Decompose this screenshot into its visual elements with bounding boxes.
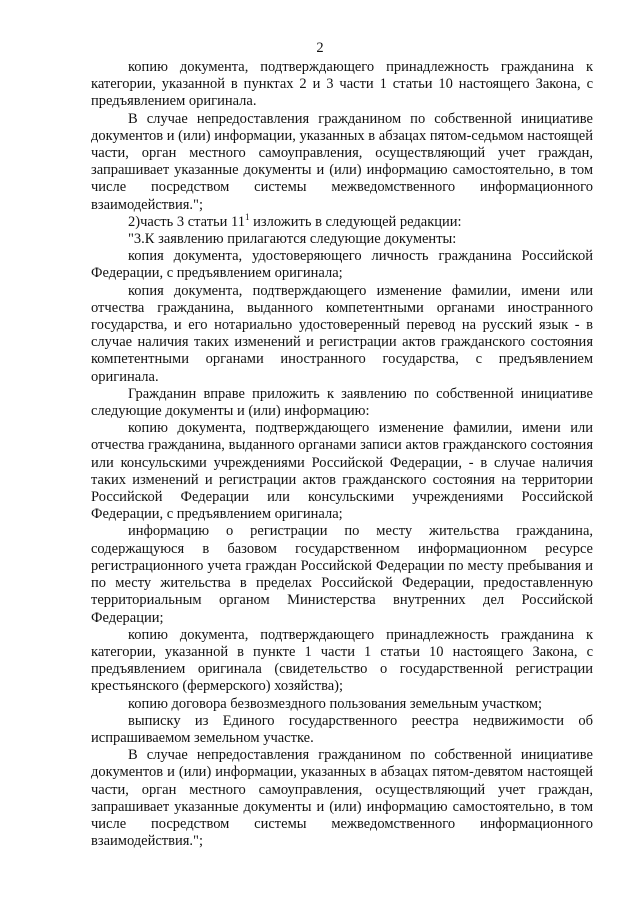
paragraph-11: копию договора безвозмездного пользования земельным участком; [128, 695, 543, 712]
paragraph-8: копию документа, подтверждающего изменение фамилии, имени или отчества гражданина, выданного органами записи актов гражданского состояния или консульскими учреждениями Российской Федерации, - в случае наличия таких изменений и регистрации актов гражданского состояния на территории Российской Федерации или консульскими учреждениями Российской Федерации, с предъявлением оригинала; [91, 420, 593, 523]
paragraph-13: В случае непредоставления гражданином по собственной инициативе документов и (или) информации, указанных в абзацах пятом-девятом настоящей части, орган местного самоуправления, осуществляющий учет граждан, запрашивает указанные документы и (или) информацию самостоятельно, в том числе посредством системы межведомственного информационного взаимодействия."; [91, 747, 593, 850]
paragraph-6: копия документа, подтверждающего изменение фамилии, имени или отчества гражданина, выданного компетентными органами иностранного государства, и его нотариально удостоверенный перевод на русский язык - в случае наличия таких изменений и регистрации актов гражданского состояния компетентными органами иностранного государства, с предъявлением оригинала. [91, 282, 593, 385]
article-superscript: 1 [245, 212, 250, 222]
paragraph-4: "3.К заявлению прилагаются следующие документы: [128, 231, 457, 248]
paragraph-5: копия документа, удостоверяющего личность гражданина Российской Федерации, с предъявлением оригинала; [91, 248, 593, 282]
amendment-text-after: изложить в следующей редакции: [249, 213, 462, 230]
paragraph-10: копию документа, подтверждающего принадлежность гражданина к категории, указанной в пункте 1 части 1 статьи 10 настоящего Закона, с предъявлением оригинала (свидетельство о государственной регистрации крестьянского (фермерского) хозяйства); [91, 626, 593, 695]
paragraph-9: информацию о регистрации по месту жительства гражданина, содержащуюся в базовом государственном информационном ресурсе регистрационного учета граждан Российской Федерации по месту пребывания и по месту жительства в пределах Российской Федерации, предоставленную территориальным органом Министерства внутренних дел Российской Федерации; [91, 523, 593, 626]
amendment-text-before: 2)часть 3 статьи 11 [128, 213, 245, 230]
paragraph-7: Гражданин вправе приложить к заявлению по собственной инициативе следующие документы и (или) информацию: [91, 385, 593, 420]
paragraph-2: В случае непредоставления гражданином по собственной инициативе документов и (или) информации, указанных в абзацах пятом-седьмом настоящей части, орган местного самоуправления, осуществляющий учет граждан, запрашивает указанные документы и (или) информацию самостоятельно, в том числе посредством системы межведомственного информационного взаимодействия."; [91, 110, 593, 213]
page-number: 2 [316, 40, 324, 56]
paragraph-1: копию документа, подтверждающего принадлежность гражданина к категории, указанной в пунктах 2 и 3 части 1 статьи 10 настоящего Закона, с предъявлением оригинала. [91, 59, 593, 110]
paragraph-12: выписку из Единого государственного реестра недвижимости об испрашиваемом земельном участке. [91, 712, 593, 746]
paragraph-3-amendment [91, 214, 593, 231]
document-body [91, 59, 593, 850]
